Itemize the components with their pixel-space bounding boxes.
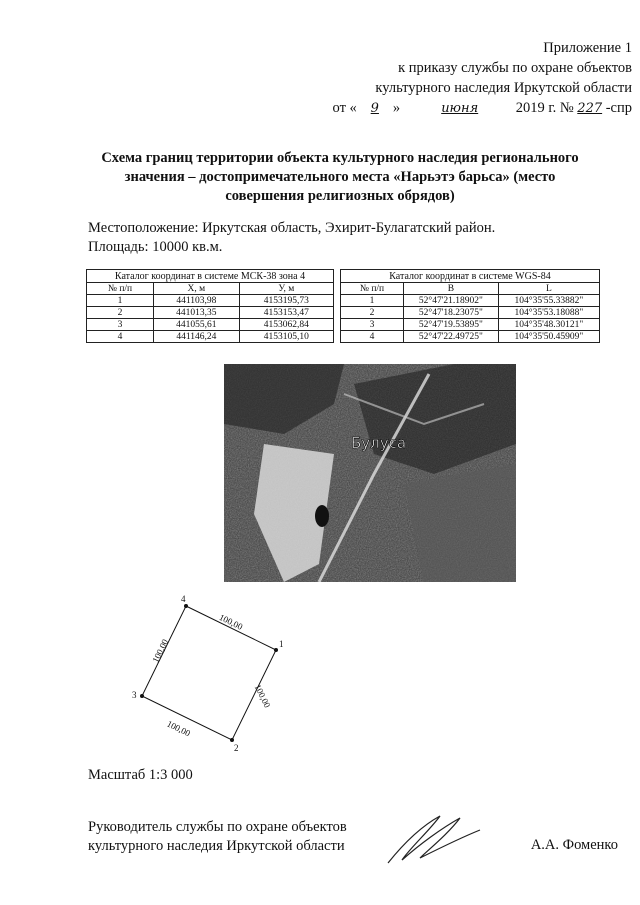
cell: 441103,98 — [154, 295, 240, 307]
boundary-point-1 — [274, 648, 278, 652]
order-month: июня — [441, 101, 479, 116]
order-suffix: -спр — [605, 100, 632, 116]
table-row — [341, 295, 600, 307]
table-row — [341, 331, 600, 343]
table-row — [341, 319, 600, 331]
boundary-scheme — [120, 590, 300, 755]
appendix-order-date — [333, 98, 632, 119]
wgs-header-num: № п/п — [341, 283, 404, 295]
appendix-order-ref: к приказу службы по охране объектов — [398, 60, 632, 76]
order-day: 9 — [370, 101, 379, 116]
boundary-point-2 — [230, 738, 234, 742]
boundary-polygon — [142, 606, 276, 740]
order-number: 227 — [577, 101, 603, 116]
map-place-label: Булуса — [351, 434, 407, 452]
order-mid: » — [392, 100, 401, 116]
cell: 441055,61 — [154, 319, 240, 331]
table-row — [87, 331, 334, 343]
cell: 4153153,47 — [239, 307, 333, 319]
scale-text: Масштаб 1:3 000 — [88, 767, 193, 783]
signer-position-line-1: Руководитель службы по охране объектов — [88, 819, 347, 835]
cell: 1 — [341, 295, 404, 307]
appendix-block — [333, 38, 632, 119]
side-label-4-1: 100,00 — [217, 611, 245, 632]
cell: 441146,24 — [154, 331, 240, 343]
title-line-3: совершения религиозных обрядов) — [225, 188, 455, 204]
title-line-2: значения – достопримечательного места «Нарьэтэ барьса» (место — [124, 169, 556, 185]
cell: 52°47'22.49725" — [404, 331, 499, 343]
catalog-wgs-table — [340, 269, 600, 343]
cell: 104°35'48.30121" — [498, 319, 599, 331]
cell: 4153195,73 — [239, 295, 333, 307]
catalog-msk-caption: Каталог координат в системе МСК-38 зона 4 — [87, 270, 334, 283]
table-row — [87, 295, 334, 307]
side-label-3-4: 100,00 — [150, 637, 171, 665]
cell: 52°47'21.18902" — [404, 295, 499, 307]
cell: 2 — [341, 307, 404, 319]
cell: 441013,35 — [154, 307, 240, 319]
order-year: 2019 г. № — [515, 100, 574, 116]
msk-header-y: У, м — [239, 283, 333, 295]
boundary-point-3 — [140, 694, 144, 698]
table-row — [87, 307, 334, 319]
side-label-1-2: 100,00 — [252, 682, 273, 710]
cell: 4 — [341, 331, 404, 343]
cell: 52°47'18.23075" — [404, 307, 499, 319]
table-row — [341, 307, 600, 319]
signer-position-line-2: культурного наследия Иркутской области — [88, 838, 345, 854]
signature-position — [88, 818, 347, 856]
cell: 4 — [87, 331, 154, 343]
area-text: Площадь: 10000 кв.м. — [88, 239, 223, 255]
cell: 104°35'50.45909" — [498, 331, 599, 343]
cell: 104°35'53.18088" — [498, 307, 599, 319]
appendix-authority: культурного наследия Иркутской области — [375, 80, 632, 96]
catalog-wgs-caption: Каталог координат в системе WGS-84 — [341, 270, 600, 283]
handwritten-signature — [380, 808, 490, 868]
cell: 3 — [341, 319, 404, 331]
satellite-image — [224, 364, 516, 582]
document-title — [60, 149, 620, 206]
cell: 2 — [87, 307, 154, 319]
satellite-map — [224, 364, 516, 582]
point-label-1: 1 — [279, 639, 284, 649]
catalog-msk-table — [86, 269, 334, 343]
cell: 4153105,10 — [239, 331, 333, 343]
msk-header-num: № п/п — [87, 283, 154, 295]
signer-name: А.А. Фоменко — [530, 837, 618, 853]
title-line-1: Схема границ территории объекта культурного наследия регионального — [101, 150, 579, 166]
location-text: Местоположение: Иркутская область, Эхирит-Булагатский район. — [88, 220, 496, 236]
side-label-2-3: 100,00 — [165, 718, 192, 739]
point-label-2: 2 — [234, 743, 239, 753]
boundary-point-4 — [184, 604, 188, 608]
cell: 4153062,84 — [239, 319, 333, 331]
table-row — [87, 319, 334, 331]
point-label-4: 4 — [181, 594, 186, 604]
location-info — [88, 219, 495, 257]
cell: 52°47'19.53895" — [404, 319, 499, 331]
appendix-title: Приложение 1 — [543, 40, 632, 56]
cell: 104°35'55.33882" — [498, 295, 599, 307]
msk-header-x: X, м — [154, 283, 240, 295]
order-prefix: от « — [332, 100, 357, 116]
wgs-header-l: L — [498, 283, 599, 295]
point-label-3: 3 — [132, 690, 137, 700]
cell: 1 — [87, 295, 154, 307]
wgs-header-b: B — [404, 283, 499, 295]
cell: 3 — [87, 319, 154, 331]
